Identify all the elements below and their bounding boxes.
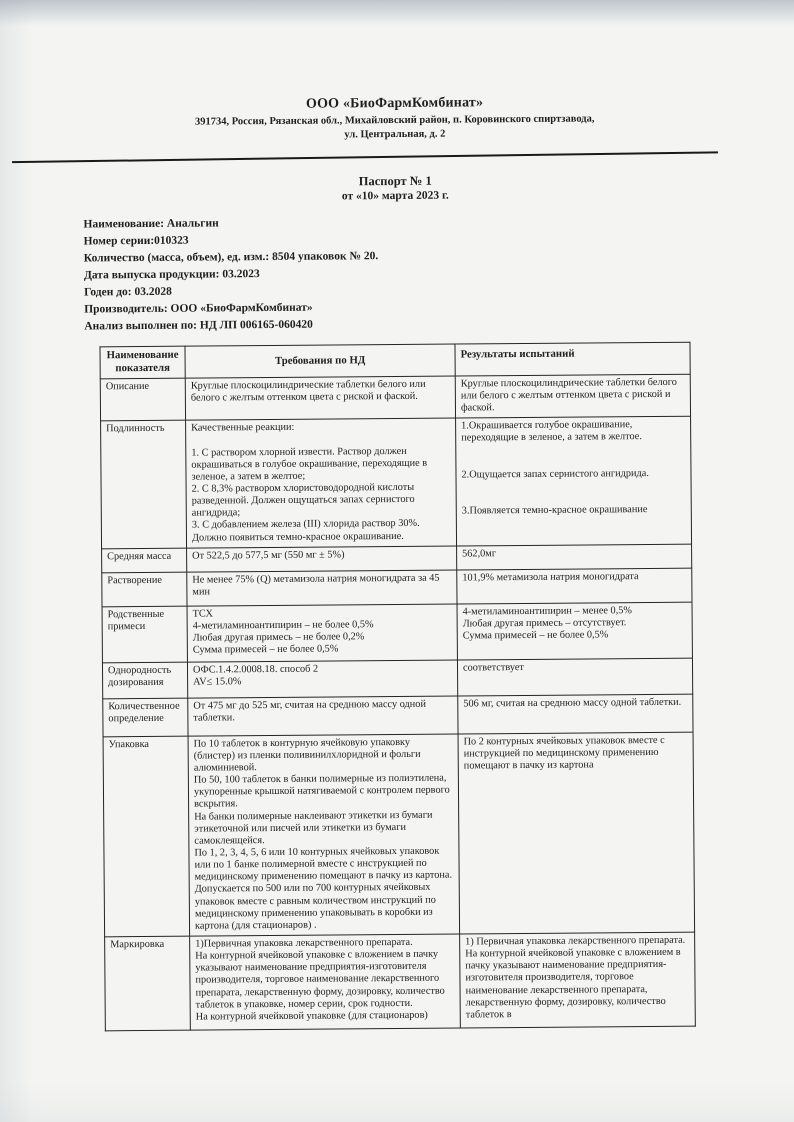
row-result: 506 мг, считая на среднюю массу одной таблетки. [458,694,693,734]
company-address-line-1: 391734, Россия, Рязанская обл., Михайловский район, п. Коровинского спиртзавода, [194,113,595,128]
metadata-block [83,211,793,336]
table-row-packaging [103,732,695,937]
meta-manufacturer: Производитель: ООО «БиоФармКомбинат» [84,302,313,316]
row-requirement: Круглые плоскоцилиндрические таблетки белого или белого с желтым оттенком цвета с риской и фаской. [185,376,455,421]
row-label: Однородность дозирования [102,662,187,699]
company-name: ООО «БиоФармКомбинат» [305,95,484,112]
meta-release-date: Дата выпуска продукции: 03.2023 [83,268,260,282]
row-requirement: ОФС.1.4.2.0008.18. способ 2 AV≤ 15.0% [187,660,457,698]
row-label: Растворение [102,572,187,607]
row-label: Упаковка [103,736,190,937]
row-result: Круглые плоскоцилиндрические таблетки белого или белого с желтым оттенком цвета с риской и фаской. [455,374,690,418]
meta-product-name: Наименование: Анальгин [83,217,219,231]
specification-table [99,342,695,1031]
header-parameter-name: Наименование показателя [100,347,185,379]
row-label: Количественное определение [103,698,188,737]
row-result: 562,0мг [457,544,692,570]
table-row-dosage-uniformity [102,658,692,699]
header-nd-requirements: Требования по НД [185,344,455,378]
document-title-block [0,171,792,205]
row-result: 1.Окрашивается голубое окрашивание, переходящие в зеленое, а затем в желтое. 2.Ощущается запах сернистого ангидрида. 3.Появляется темно-красное окрашивание [456,417,692,546]
document-header [0,93,792,146]
document-date: от «10» марта 2023 г. [341,189,449,203]
row-result: 4-метиламиноантипирин – менее 0,5% Любая другая примесь – отсутствует. Сумма примесей – не более 0,5% [457,602,692,660]
row-result: 1) Первичная упаковка лекарственного препарата. На контурной ячейковой упаковке с вложением в пачку указывают наименование предприятия-изготовителя производителя, торговое наименование лекарственного препарата, лекарственную форму, дозировку, количество таблеток в [460,932,696,1028]
header-test-results: Результаты испытаний [455,343,690,376]
table-row-authenticity [101,417,692,549]
meta-batch-number: Номер серии:010323 [83,234,189,248]
row-label: Родственные примеси [102,606,187,663]
company-address-line-2: ул. Центральная, д. 2 [344,128,446,141]
row-requirement: 1)Первичная упаковка лекарственного препарата. На контурной ячейковой упаковке с вложением в пачку указывают наименование предприятия-изготовителя производителя, торговое наименование лекарственного препарата, лекарственную форму, дозировку, количество таблеток в упаковке, номер серии, срок годности. На контурной ячейковой упаковке (для стационаров) [190,934,461,1030]
meta-expiry-date: Годен до: 03.2028 [84,286,172,299]
row-result: соответствует [457,658,692,696]
horizontal-divider [12,152,718,164]
meta-analysis-standard: Анализ выполнен по: НД ЛП 006165-060420 [84,319,313,333]
company-address [0,111,792,146]
row-label: Маркировка [105,936,191,1031]
table-row-related-impurities [102,602,692,663]
row-requirement: Качественные реакции: 1. С раствором хлорной извести. Раствор должен окрашиваться в голубое окрашивание, переходящие в зеленое, а затем в желтое; 2. С 8,3% раствором хлористоводородной кислоты разведенной. Должен ощущаться запах сернистого ангидрида; 3. С добавлением железа (III) хлорида раствор 30%. Должно появиться темно-красное окрашивание. [186,418,457,548]
meta-quantity: Количество (масса, объем), ед. изм.: 8504 упаковок № 20. [83,250,379,265]
row-label: Описание [100,378,185,421]
row-requirement: ТСХ 4-метиламиноантипирин – не более 0,5% Любая другая примесь – не более 0,2% Сумма примесей – не более 0,5% [187,604,457,662]
row-requirement: От 475 мг до 525 мг, считая на среднюю массу одной таблетки. [188,696,458,736]
table-row-description [100,374,690,421]
row-requirement: Не менее 75% (Q) метамизола натрия моногидрата за 45 мин [187,570,457,606]
table-row-labeling [105,932,696,1031]
document-title: Паспорт № 1 [358,174,432,189]
row-result: По 2 контурных ячейковых упаковок вместе с инструкцией по медицинскому применению помещают в пачку из картона [458,732,695,934]
table-row-assay [103,694,693,737]
row-label: Подлинность [101,421,187,549]
table-header-row [100,343,690,379]
row-requirement: От 522,5 до 577,5 мг (550 мг ± 5%) [187,546,457,572]
row-result: 101,9% метамизола натрия моногидрата [457,568,692,604]
table-row-dissolution [102,568,692,607]
row-requirement: По 10 таблеток в контурную ячейковую упаковку (блистер) из пленки поливинилхлоридной и фольги алюминиевой. По 50, 100 таблеток в банки полимерные из полиэтилена, укупоренные крышкой натягиваемой с контролем первого вскрытия. На банки полимерные наклеивают этикетки из бумаги этикеточной или писчей или этикетки из бумаги самоклеящейся. По 1, 2, 3, 4, 5, 6 или 10 контурных ячейковых упаковок или по 1 банке полимерной вместе с инструкцией по медицинскому применению помещают в пачку из картона. Допускается по 500 или по 700 контурных ячейковых упаковок вместе с равным количеством инструкций по медицинскому применению упаковывать в коробки из картона (для стационаров) . [188,734,460,936]
row-label: Средняя масса [102,548,187,573]
